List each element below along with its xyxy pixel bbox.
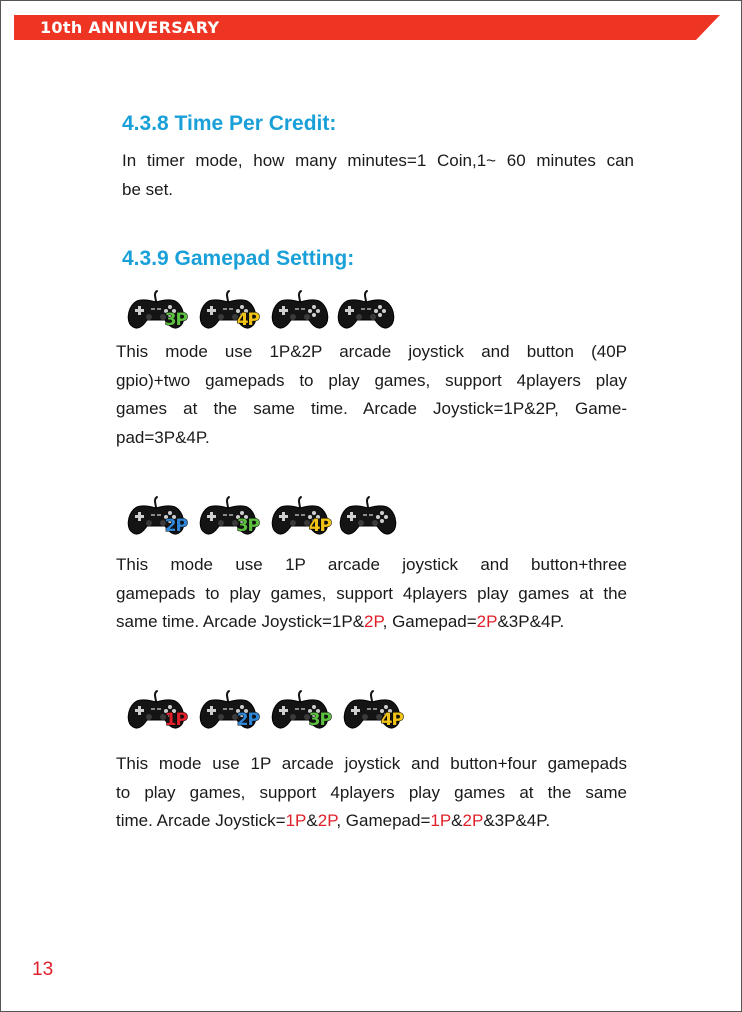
text-segment: same time. Arcade Joystick=1P& (116, 612, 365, 631)
gamepad-label: 4P (308, 516, 331, 536)
text-segment: gpio)+two gamepads to play games, support 4players play (116, 370, 627, 390)
body-line (116, 338, 627, 367)
mode-3-description (116, 750, 627, 836)
highlight-text: 2P (364, 612, 383, 631)
gamepad-icon (124, 495, 188, 537)
anniversary-banner (14, 15, 720, 40)
mode-3-gamepad-row (124, 689, 404, 731)
highlight-text: 2P (476, 612, 498, 631)
mode-1-gamepad-row (124, 289, 400, 331)
section-438-title: 4.3.8 Time Per Credit: (122, 112, 337, 135)
body-line (116, 367, 627, 396)
text-segment: This mode use 1P&2P arcade joystick and button (40P (116, 342, 627, 361)
text-segment: pad=3P&4P. (116, 427, 210, 447)
text-segment: , Gamepad= (336, 811, 431, 830)
gamepad-icon (196, 495, 260, 537)
mode-2-gamepad-row (124, 495, 400, 537)
gamepad-icon (196, 689, 260, 731)
page-number: 13 (32, 959, 54, 980)
text-segment: & (306, 811, 318, 830)
text-segment: & (451, 811, 463, 830)
text-segment: &3P&4P. (497, 612, 565, 631)
mode-1-description (116, 338, 627, 452)
gamepad-label: 2P (164, 516, 187, 536)
text-segment: gamepads to play games, support 4players play games at the (116, 583, 627, 603)
highlight-text: 1P (430, 811, 452, 830)
body-line (116, 807, 627, 836)
mode-2-description (116, 551, 627, 637)
body-line (116, 395, 627, 424)
body-line: In timer mode, how many minutes=1 Coin,1~ 60 minutes can (122, 151, 634, 170)
highlight-text: 2P (462, 811, 484, 830)
gamepad-label: 4P (236, 310, 259, 330)
gamepad-label: 4P (380, 710, 403, 730)
gamepad-icon (268, 495, 332, 537)
text-segment: &3P&4P. (483, 811, 551, 830)
gamepad-icon (268, 289, 332, 331)
highlight-text: 2P (317, 811, 337, 830)
gamepad-icon (124, 289, 188, 331)
section-439-title: 4.3.9 Gamepad Setting: (122, 247, 355, 270)
gamepad-icon (340, 689, 404, 731)
section-438-body (122, 147, 634, 204)
gamepad-label: 1P (164, 710, 187, 730)
body-line (116, 424, 627, 453)
gamepad-label: 3P (308, 710, 331, 730)
text-segment: , Gamepad= (382, 612, 477, 631)
gamepad-label: 2P (236, 710, 259, 730)
body-line (116, 779, 627, 808)
gamepad-icon (196, 289, 260, 331)
gamepad-icon (268, 689, 332, 731)
text-segment: to play games, support 4players play games at the same (116, 782, 627, 802)
text-segment: This mode use 1P arcade joystick and button+three (116, 555, 627, 574)
body-line: be set. (122, 179, 174, 199)
body-line (116, 750, 627, 779)
text-segment: time. Arcade Joystick= (116, 811, 286, 830)
body-line (116, 551, 627, 580)
text-segment: games at the same time. Arcade Joystick=1P&2P, Game- (116, 399, 627, 418)
text-segment: This mode use 1P arcade joystick and button+four gamepads (116, 754, 627, 773)
gamepad-label: 3P (164, 310, 187, 330)
highlight-text: 1P (285, 811, 307, 830)
body-line (116, 580, 627, 609)
gamepad-label: 3P (236, 516, 259, 536)
gamepad-icon (334, 289, 398, 331)
gamepad-icon (124, 689, 188, 731)
banner-title: 10th ANNIVERSARY (40, 18, 220, 37)
body-line (116, 608, 627, 637)
gamepad-icon (336, 495, 400, 537)
